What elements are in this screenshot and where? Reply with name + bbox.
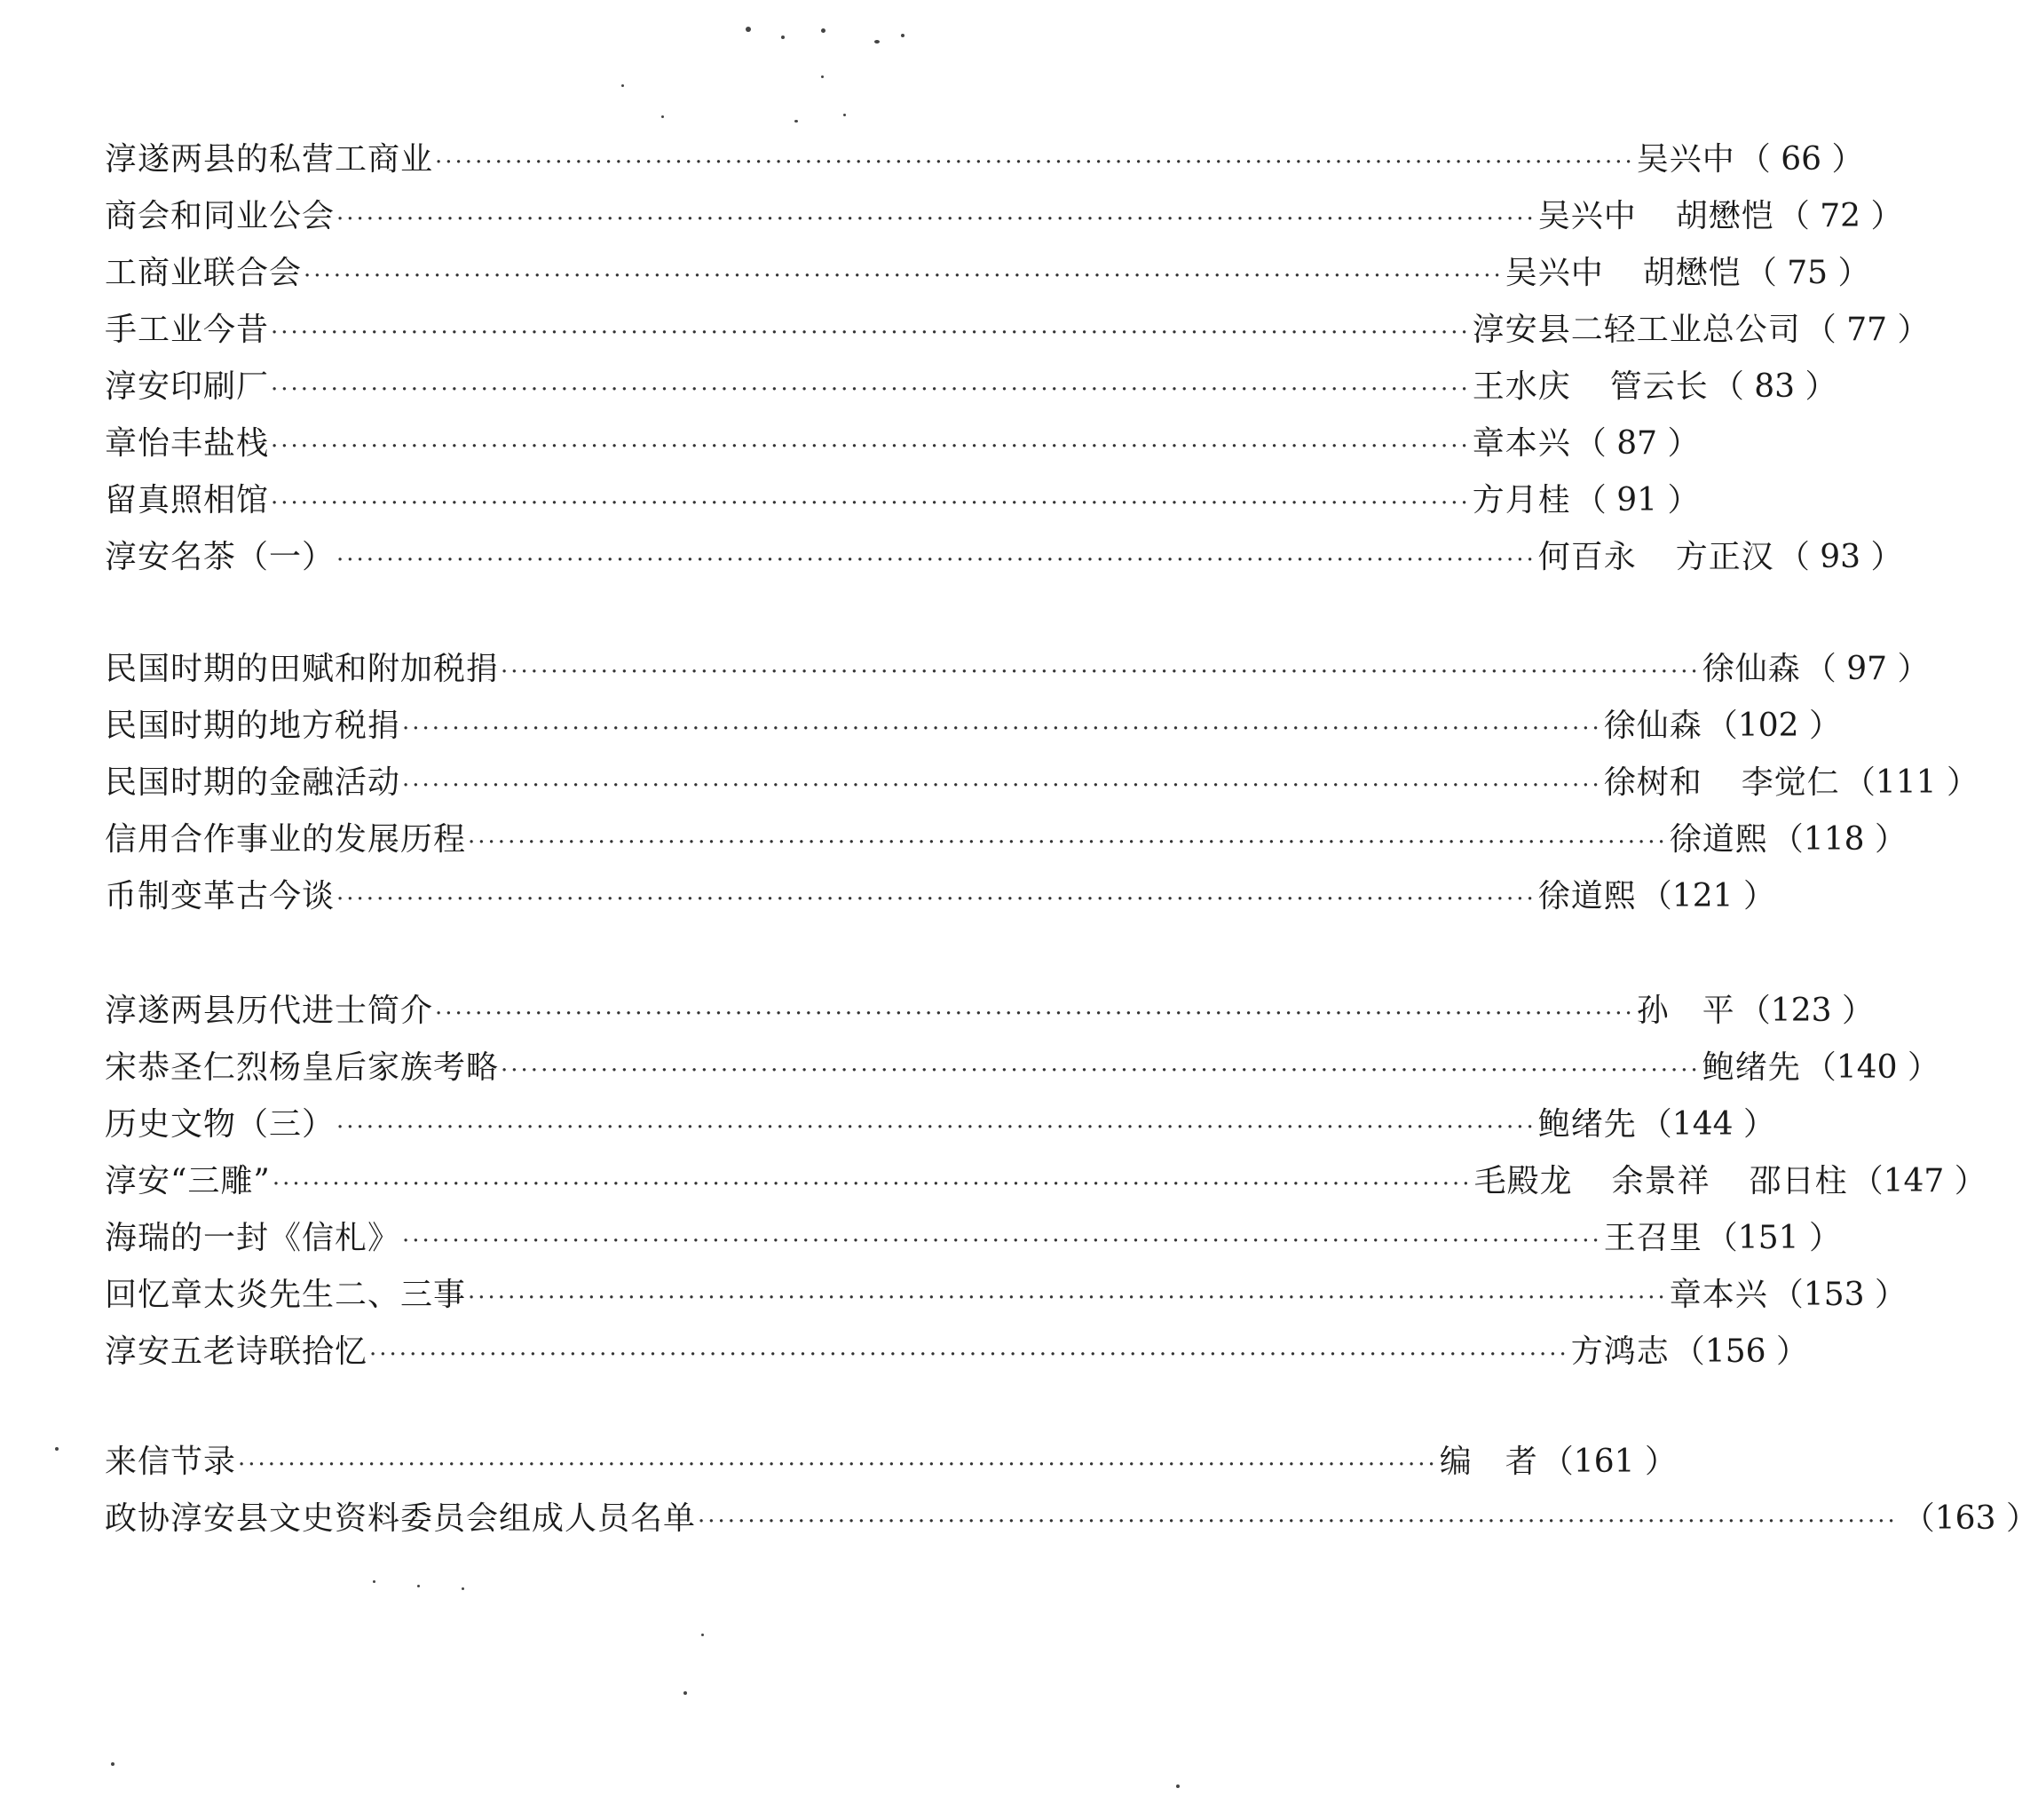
toc-entry-page-number: （ 87 ） — [1574, 425, 1700, 462]
dot-leader: ························································································································ — [336, 886, 1536, 913]
toc-entry-page-number: （ 75 ） — [1744, 255, 1870, 291]
scan-speck — [661, 115, 664, 118]
toc-entry-authors — [1571, 1324, 1670, 1381]
toc-entry-page-number: （153 ） — [1771, 1277, 1907, 1313]
dot-leader: ························································································································ — [468, 829, 1668, 856]
author-name: 胡懋恺 — [1642, 255, 1742, 291]
toc-entry-page-number: （121 ） — [1639, 878, 1775, 914]
dot-leader: ························································································································ — [468, 1285, 1668, 1311]
toc-entry-title: 民国时期的地方税捐 — [105, 708, 401, 744]
author-name: 徐仙森 — [1603, 708, 1702, 744]
toc-entry-page-number: （ 97 ） — [1804, 651, 1930, 687]
author-name: 鲍绪先 — [1537, 1106, 1637, 1143]
toc-entry — [105, 1324, 1808, 1381]
toc-entry-authors — [1538, 1096, 1637, 1153]
toc-entry-authors — [1702, 1040, 1801, 1096]
toc-entry-page-number: （ 66 ） — [1738, 141, 1864, 178]
toc-entry — [105, 641, 1930, 698]
scan-speck — [781, 36, 785, 39]
scan-speck — [111, 1762, 115, 1766]
toc-entry — [105, 529, 1903, 586]
toc-entry — [105, 1267, 1907, 1324]
toc-entry — [105, 245, 1870, 302]
toc-entry — [105, 811, 1907, 868]
toc-entry-page-number: （ 77 ） — [1804, 312, 1930, 348]
dot-leader: ························································································································ — [402, 1228, 1602, 1254]
toc-entry-title: 币制变革古今谈 — [105, 878, 336, 914]
author-name: 孙 平 — [1636, 993, 1735, 1029]
toc-entry-title: 淳安印刷厂 — [105, 368, 270, 405]
author-name: 王水庆 — [1472, 368, 1571, 405]
author-name: 方月桂 — [1472, 482, 1571, 518]
author-name: 毛殿龙 — [1473, 1163, 1573, 1199]
toc-entry-page-number: （156 ） — [1672, 1333, 1808, 1370]
toc-entry-title: 淳遂两县历代进士简介 — [105, 993, 434, 1029]
toc-entry-title: 手工业今昔 — [105, 312, 270, 348]
toc-entry-authors — [1637, 131, 1735, 188]
toc-entry-page-number: （102 ） — [1705, 708, 1841, 744]
toc-entry-authors — [1637, 983, 1735, 1040]
toc-entry-page-number: （ 91 ） — [1574, 482, 1700, 518]
toc-entry — [105, 1434, 1677, 1491]
toc-group-history — [105, 983, 1987, 1381]
scan-speck — [794, 120, 798, 123]
scan-speck — [1176, 1784, 1180, 1788]
dot-leader: ························································································································ — [435, 149, 1635, 176]
toc-entry-authors — [1702, 641, 1801, 698]
toc-entry-title: 淳安五老诗联拾忆 — [105, 1333, 368, 1370]
toc-entry — [105, 1096, 1775, 1153]
author-name: 吴兴中 — [1505, 255, 1604, 291]
dot-leader: ························································································································ — [271, 376, 1471, 403]
toc-entry-authors — [1670, 811, 1768, 868]
scan-speck — [843, 114, 846, 116]
toc-entry-title: 来信节录 — [105, 1444, 237, 1480]
dot-leader: ························································································································ — [271, 490, 1471, 517]
toc-entry-title: 回忆章太炎先生二、三事 — [105, 1277, 467, 1313]
author-name: 吴兴中 — [1537, 198, 1637, 234]
dot-leader: ························································································································ — [501, 659, 1701, 685]
scan-speck — [621, 84, 624, 87]
toc-entry — [105, 1210, 1841, 1267]
author-name: 方鸿志 — [1570, 1333, 1670, 1370]
toc-entry-authors — [1473, 415, 1571, 472]
toc-entry-title: 章怡丰盐栈 — [105, 425, 270, 462]
toc-entry-title: 工商业联合会 — [105, 255, 303, 291]
toc-entry-authors — [1440, 1434, 1538, 1491]
scan-speck — [373, 1580, 375, 1583]
toc-group-appendix — [105, 1434, 2038, 1547]
dot-leader: ························································································································ — [336, 1114, 1536, 1141]
author-name: 淳安县二轻工业总公司 — [1472, 312, 1801, 348]
toc-entry-title: 政协淳安县文史资料委员会组成人员名单 — [105, 1500, 697, 1537]
toc-group-commerce — [105, 131, 1930, 586]
toc-entry-authors — [1538, 868, 1637, 925]
scan-speck — [701, 1634, 704, 1636]
scan-speck — [821, 75, 824, 78]
toc-entry-page-number: （ 93 ） — [1777, 539, 1903, 575]
toc-entry — [105, 983, 1874, 1040]
toc-entry-page-number: （161 ） — [1541, 1444, 1677, 1480]
author-name: 徐仙森 — [1702, 651, 1801, 687]
toc-entry — [105, 188, 1903, 245]
dot-leader: ························································································································ — [271, 433, 1471, 460]
dot-leader: ························································································································ — [402, 772, 1602, 799]
toc-entry — [105, 415, 1700, 472]
toc-entry-title: 留真照相馆 — [105, 482, 270, 518]
author-name: 徐道熙 — [1537, 878, 1637, 914]
dot-leader: ························································································································ — [238, 1452, 1438, 1478]
scan-speck — [683, 1691, 687, 1695]
dot-leader: ························································································································ — [304, 263, 1504, 289]
toc-entry-page-number: （118 ） — [1771, 821, 1907, 858]
dot-leader: ························································································································ — [698, 1508, 1898, 1535]
author-name: 方正汉 — [1675, 539, 1774, 575]
toc-entry-page-number: （140 ） — [1804, 1049, 1939, 1086]
toc-entry — [105, 1491, 2038, 1547]
author-name: 吴兴中 — [1636, 141, 1735, 178]
author-name: 章本兴 — [1669, 1277, 1768, 1313]
toc-entry-page-number: （144 ） — [1639, 1106, 1775, 1143]
toc-entry-authors — [1538, 188, 1774, 245]
toc-entry — [105, 868, 1775, 925]
toc-entry-authors — [1473, 302, 1801, 359]
toc-entry — [105, 131, 1864, 188]
toc-entry-page-number: （111 ） — [1843, 764, 1979, 801]
dot-leader: ························································································································ — [402, 716, 1602, 742]
author-name: 李觉仁 — [1741, 764, 1840, 801]
toc-entry — [105, 359, 1837, 415]
scan-speck — [874, 40, 880, 44]
author-name: 王召里 — [1603, 1220, 1702, 1256]
author-name: 编 者 — [1439, 1444, 1538, 1480]
toc-entry-authors — [1538, 529, 1774, 586]
toc-entry-authors — [1604, 1210, 1702, 1267]
scan-speck — [55, 1447, 59, 1451]
scan-speck — [746, 27, 751, 32]
toc-entry — [105, 755, 1979, 811]
author-name: 管云长 — [1609, 368, 1709, 405]
author-name: 章本兴 — [1472, 425, 1571, 462]
toc-entry-title: 淳安“三雕” — [105, 1163, 271, 1199]
author-name: 徐树和 — [1603, 764, 1702, 801]
dot-leader: ························································································································ — [336, 547, 1536, 574]
toc-entry-authors — [1604, 755, 1840, 811]
toc-entry-authors — [1505, 245, 1742, 302]
scan-speck — [821, 28, 825, 33]
toc-entry-authors — [1474, 1153, 1848, 1210]
toc-entry — [105, 472, 1700, 529]
dot-leader: ························································································································ — [435, 1001, 1635, 1027]
toc-entry — [105, 1153, 1987, 1210]
toc-entry-page-number: （151 ） — [1705, 1220, 1841, 1256]
toc-entry-title: 信用合作事业的发展历程 — [105, 821, 467, 858]
toc-entry-authors — [1473, 472, 1571, 529]
author-name: 邵日柱 — [1749, 1163, 1848, 1199]
toc-entry — [105, 302, 1930, 359]
toc-entry-authors — [1670, 1267, 1768, 1324]
author-name: 徐道熙 — [1669, 821, 1768, 858]
toc-group-finance — [105, 641, 1979, 925]
toc-entry-page-number: （123 ） — [1738, 993, 1874, 1029]
toc-entry-page-number: （ 72 ） — [1777, 198, 1903, 234]
toc-entry-page-number: （ 83 ） — [1711, 368, 1837, 405]
toc-entry-authors — [1473, 359, 1709, 415]
toc-entry-title: 宋恭圣仁烈杨皇后家族考略 — [105, 1049, 500, 1086]
author-name: 余景祥 — [1611, 1163, 1710, 1199]
author-name: 鲍绪先 — [1702, 1049, 1801, 1086]
scan-speck — [462, 1587, 464, 1590]
toc-entry-authors — [1604, 698, 1702, 755]
toc-entry — [105, 1040, 1939, 1096]
scan-speck — [417, 1585, 420, 1587]
toc-entry — [105, 698, 1841, 755]
toc-entry-title: 民国时期的田赋和附加税捐 — [105, 651, 500, 687]
author-name: 胡懋恺 — [1675, 198, 1774, 234]
toc-entry-title: 民国时期的金融活动 — [105, 764, 401, 801]
dot-leader: ························································································································ — [271, 320, 1471, 346]
dot-leader: ························································································································ — [336, 206, 1536, 233]
author-name: 何百永 — [1537, 539, 1637, 575]
toc-entry-title: 历史文物（三） — [105, 1106, 336, 1143]
toc-entry-page-number: （147 ） — [1851, 1163, 1987, 1199]
toc-entry-title: 海瑞的一封《信札》 — [105, 1220, 401, 1256]
toc-entry-page-number: （163 ） — [1902, 1500, 2038, 1537]
toc-entry-title: 商会和同业公会 — [105, 198, 336, 234]
dot-leader: ························································································································ — [272, 1171, 1473, 1198]
toc-entry-title: 淳安名茶（一） — [105, 539, 336, 575]
dot-leader: ························································································································ — [369, 1341, 1569, 1368]
dot-leader: ························································································································ — [501, 1057, 1701, 1084]
toc-entry-title: 淳遂两县的私营工商业 — [105, 141, 434, 178]
scan-speck — [901, 34, 904, 37]
